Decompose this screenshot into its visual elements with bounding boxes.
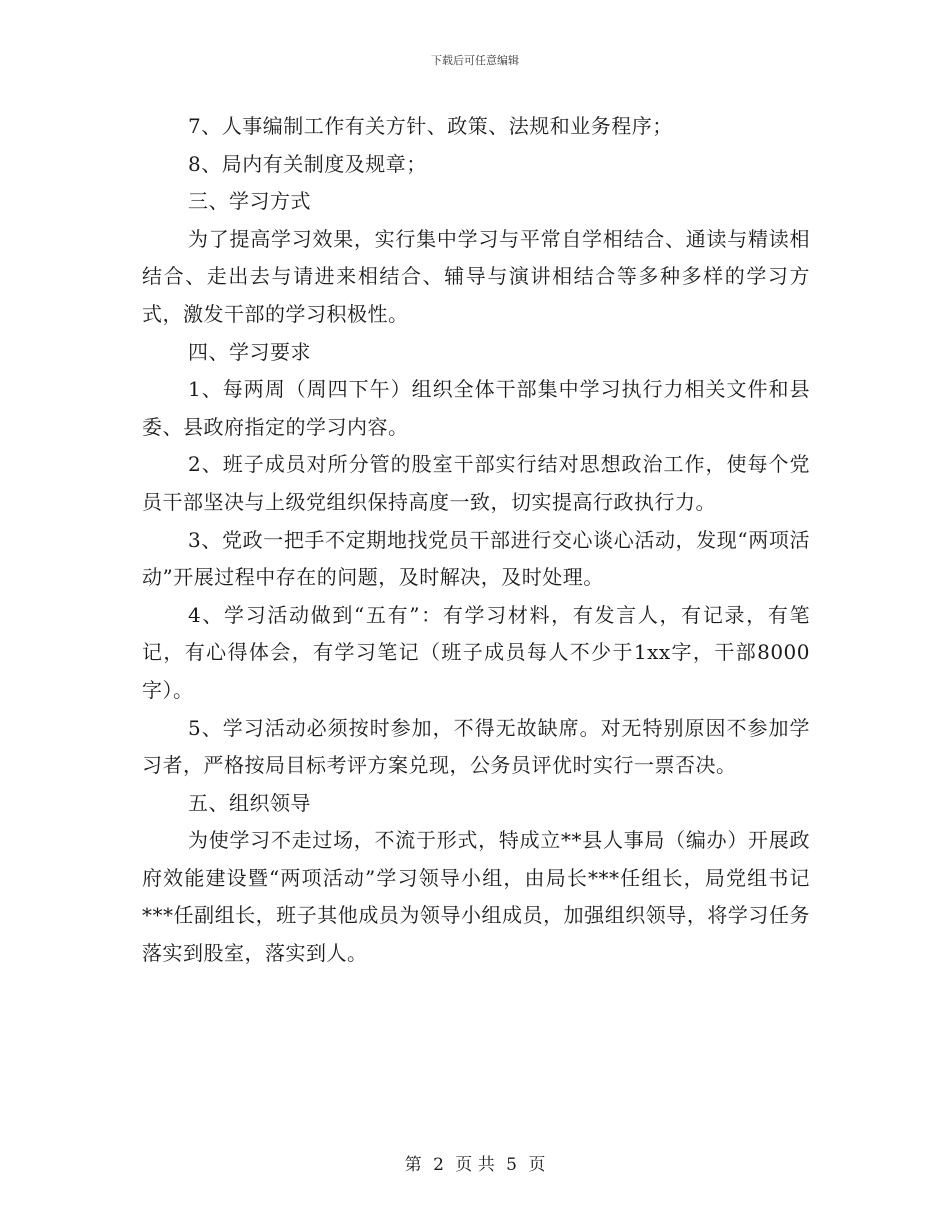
document-body: [142, 108, 810, 973]
section-heading-study-method: 三、学习方式: [188, 189, 311, 214]
footer-suffix: 页: [528, 1155, 546, 1175]
list-item-8: 8、局内有关制度及规章；: [188, 151, 427, 176]
requirement-item-2: 2、班子成员对所分管的股室干部实行结对思想政治工作，使每个党员干部坚决与上级党组织保持高度一致，切实提高行政执行力。: [142, 452, 810, 514]
footer-prefix: 第: [404, 1155, 422, 1175]
footer-total-pages: 5: [506, 1155, 517, 1175]
paragraph-study-method: 为了提高学习效果，实行集中学习与平常自学相结合、通读与精读相结合、走出去与请进来相结合、辅导与演讲相结合等多种多样的学习方式，激发干部的学习积极性。: [142, 226, 810, 326]
requirement-item-4: 4、学习活动做到“五有”：有学习材料，有发言人，有记录，有笔记，有心得体会，有学习笔记（班子成员每人不少于1xx字，干部8000字）。: [142, 602, 810, 702]
list-item-7: 7、人事编制工作有关方针、政策、法规和业务程序；: [188, 114, 673, 138]
requirement-item-3: 3、党政一把手不定期地找党员干部进行交心谈心活动，发现“两项活动”开展过程中存在的问题，及时解决，及时处理。: [142, 527, 810, 590]
footer-current-page: 2: [433, 1155, 444, 1175]
page-header: 下载后可任意编辑: [431, 54, 519, 67]
section-heading-leadership: 五、组织领导: [188, 790, 311, 815]
footer-middle: 页 共: [455, 1155, 495, 1175]
section-heading-study-requirements: 四、学习要求: [188, 339, 311, 364]
requirement-item-5: 5、学习活动必须按时参加，不得无故缺席。对无特别原因不参加学习者，严格按局目标考评方案兑现，公务员评优时实行一票否决。: [142, 715, 810, 778]
requirement-item-1: 1、每两周（周四下午）组织全体干部集中学习执行力相关文件和县委、县政府指定的学习内容。: [142, 377, 810, 439]
page-footer: [0, 1150, 950, 1175]
paragraph-leadership: 为使学习不走过场，不流于形式，特成立**县人事局（编办）开展政府效能建设暨“两项活动”学习领导小组，由局长***任组长，局党组书记***任副组长，班子其他成员为领导小组成员，加强组织领导，将学习任务落实到股室，落实到人。: [142, 828, 810, 966]
